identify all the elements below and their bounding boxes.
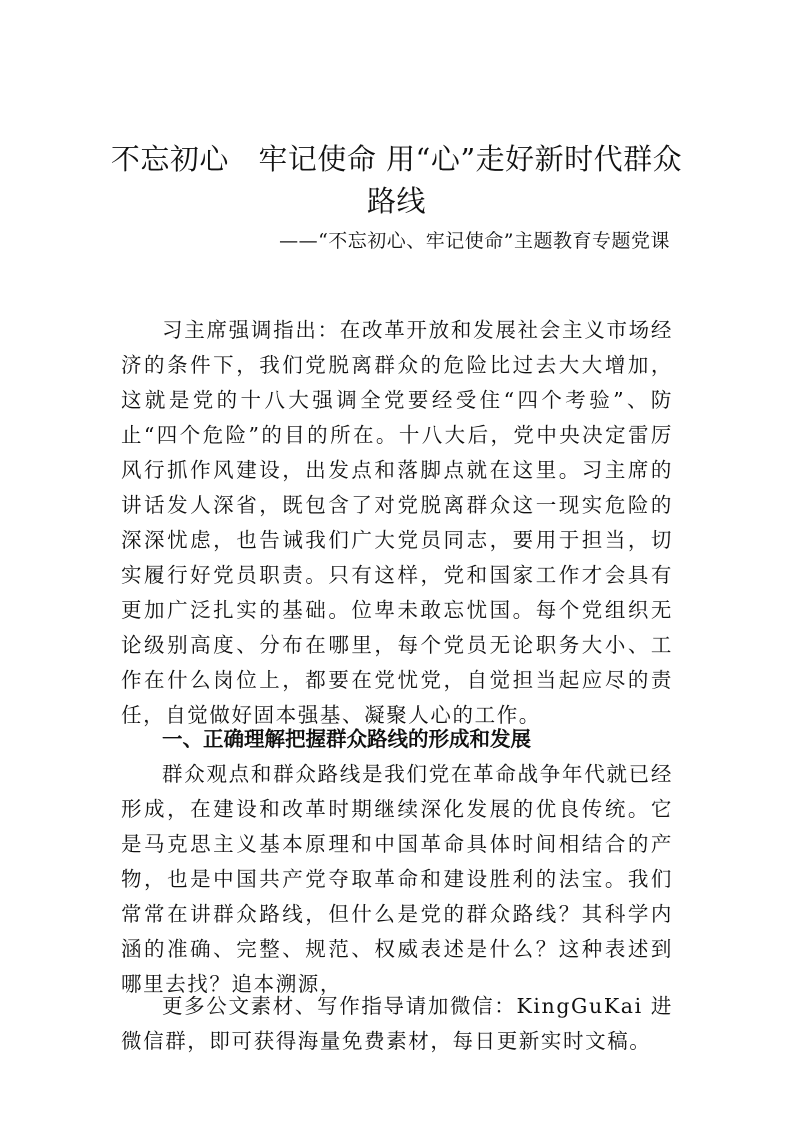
document-title: 不忘初心 牢记使命 用“心”走好新时代群众路线	[110, 142, 683, 218]
body-paragraph-mass-line: 群众观点和群众路线是我们党在革命战争年代就已经形成，在建设和改革时期继续深化发展的优良传统。它是马克思主义基本原理和中国革命具体时间相结合的产物，也是中国共产党夺取革命和建设胜利的法宝。我们常常在讲群众路线，但什么是党的群众路线？其科学内涵的准确、完整、规范、权威表述是什么？这种表述到哪里去找？追本溯源，	[121, 762, 673, 996]
body-paragraph-intro: 习主席强调指出：在改革开放和发展社会主义市场经济的条件下，我们党脱离群众的危险比过去大大增加，这就是党的十八大强调全党要经受住“四个考验”、防止“四个危险”的目的所在。十八大后，党中央决定雷厉风行抓作风建设，出发点和落脚点就在这里。习主席的讲话发人深省，既包含了对党脱离群众这一现实危险的深深忧虑，也告诫我们广大党员同志，要用于担当，切实履行好党员职责。只有这样，党和国家工作才会具有更加广泛扎实的基础。位卑未敢忘忧国。每个党组织无论级别高度、分布在哪里，每个党员无论职务大小、工作在什么岗位上，都要在党忧党，自觉担当起应尽的责任，自觉做好固本强基、凝聚人心的工作。	[121, 318, 673, 727]
document-subtitle: ——“不忘初心、牢记使命”主题教育专题党课	[279, 230, 670, 252]
body-paragraph-promo: 更多公文素材、写作指导请加微信：KingGuKai 进微信群，即可获得海量免费素材，每日更新实时文稿。	[121, 994, 673, 1053]
section-heading-1: 一、正确理解把握群众路线的形成和发展	[162, 727, 531, 751]
